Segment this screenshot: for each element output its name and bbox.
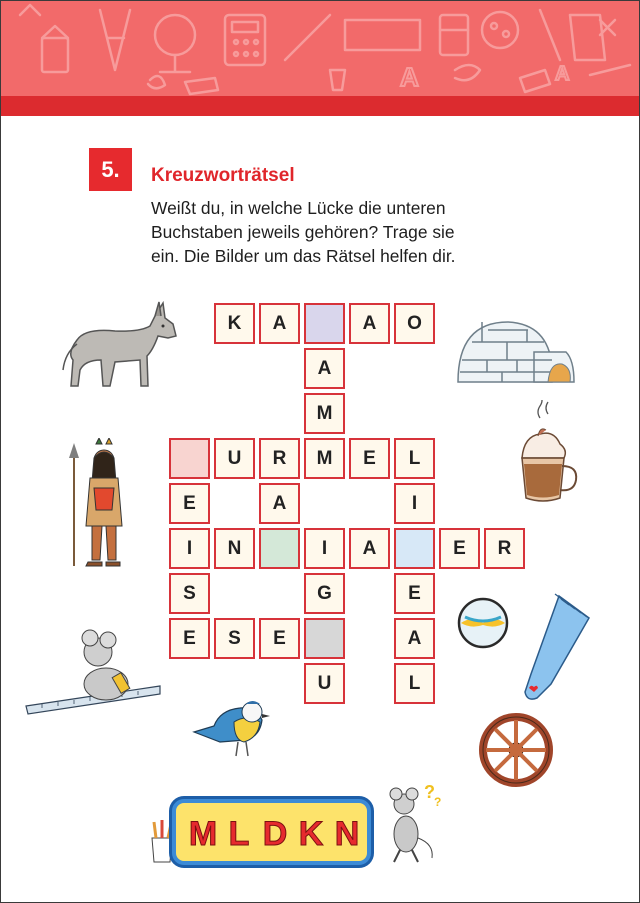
crossword-cell: L [394, 438, 435, 479]
igloo-illustration [452, 316, 577, 388]
school-supplies-doodles [0, 0, 640, 96]
crossword-cell: E [259, 618, 300, 659]
crossword-empty-cell[interactable] [304, 303, 345, 344]
crossword-cell: A [304, 348, 345, 389]
svg-text:?: ? [424, 782, 435, 802]
crossword-cell: E [394, 573, 435, 614]
crossword-cell: O [394, 303, 435, 344]
svg-text:?: ? [434, 795, 442, 809]
bird-illustration [190, 692, 276, 762]
header-band [0, 96, 640, 116]
answer-letter: K [298, 815, 324, 853]
answer-letter: D [262, 815, 288, 853]
crossword-cell: R [484, 528, 525, 569]
crossword-cell: E [439, 528, 480, 569]
answer-letter-box [172, 799, 371, 865]
page-header-banner [0, 0, 640, 116]
crossword-cell: E [349, 438, 390, 479]
crossword-cell: A [349, 528, 390, 569]
svg-text:A: A [400, 62, 419, 92]
mouse-with-ruler-illustration [22, 628, 162, 718]
instruction-line: Buchstaben jeweils gehören? Trage sie [151, 222, 455, 242]
instruction-line: ein. Die Bilder um das Rätsel helfen dir. [151, 246, 456, 266]
crossword-cell: A [394, 618, 435, 659]
crossword-empty-cell[interactable] [394, 528, 435, 569]
crossword-cell: U [214, 438, 255, 479]
crossword-empty-cell[interactable] [169, 438, 210, 479]
crossword-cell: R [259, 438, 300, 479]
task-title: Kreuzworträtsel [151, 165, 295, 186]
crossword-cell: M [304, 393, 345, 434]
crossword-cell: I [169, 528, 210, 569]
hot-cocoa-illustration [510, 400, 580, 505]
crossword-cell: N [214, 528, 255, 569]
crossword-cell: I [304, 528, 345, 569]
donkey-illustration [55, 298, 180, 393]
comb-illustration [515, 588, 595, 708]
crossword-cell: S [169, 573, 210, 614]
answer-letter: N [334, 815, 360, 853]
crossword-cell: I [394, 483, 435, 524]
crossword-cell: E [169, 483, 210, 524]
crossword-cell: A [349, 303, 390, 344]
crossword-cell: M [304, 438, 345, 479]
crossword-cell: U [304, 663, 345, 704]
answer-letter: M [188, 815, 218, 853]
crossword-cell: S [214, 618, 255, 659]
crossword-empty-cell[interactable] [259, 528, 300, 569]
instruction-line: Weißt du, in welche Lücke die unteren [151, 198, 446, 218]
marble-illustration [455, 595, 511, 651]
task-number-badge: 5. [89, 148, 132, 191]
crossword-cell: L [394, 663, 435, 704]
answer-letter: L [228, 815, 250, 853]
crossword-cell: A [259, 483, 300, 524]
native-american-child-illustration [62, 438, 142, 570]
crossword-empty-cell[interactable] [304, 618, 345, 659]
task-instructions [151, 196, 551, 268]
crossword-cell: E [169, 618, 210, 659]
crossword-cell: A [259, 303, 300, 344]
svg-text:A: A [555, 63, 570, 85]
crossword-cell: K [214, 303, 255, 344]
crossword-cell: G [304, 573, 345, 614]
wheel-illustration [478, 712, 554, 788]
mouse-thinking-illustration [380, 778, 450, 868]
